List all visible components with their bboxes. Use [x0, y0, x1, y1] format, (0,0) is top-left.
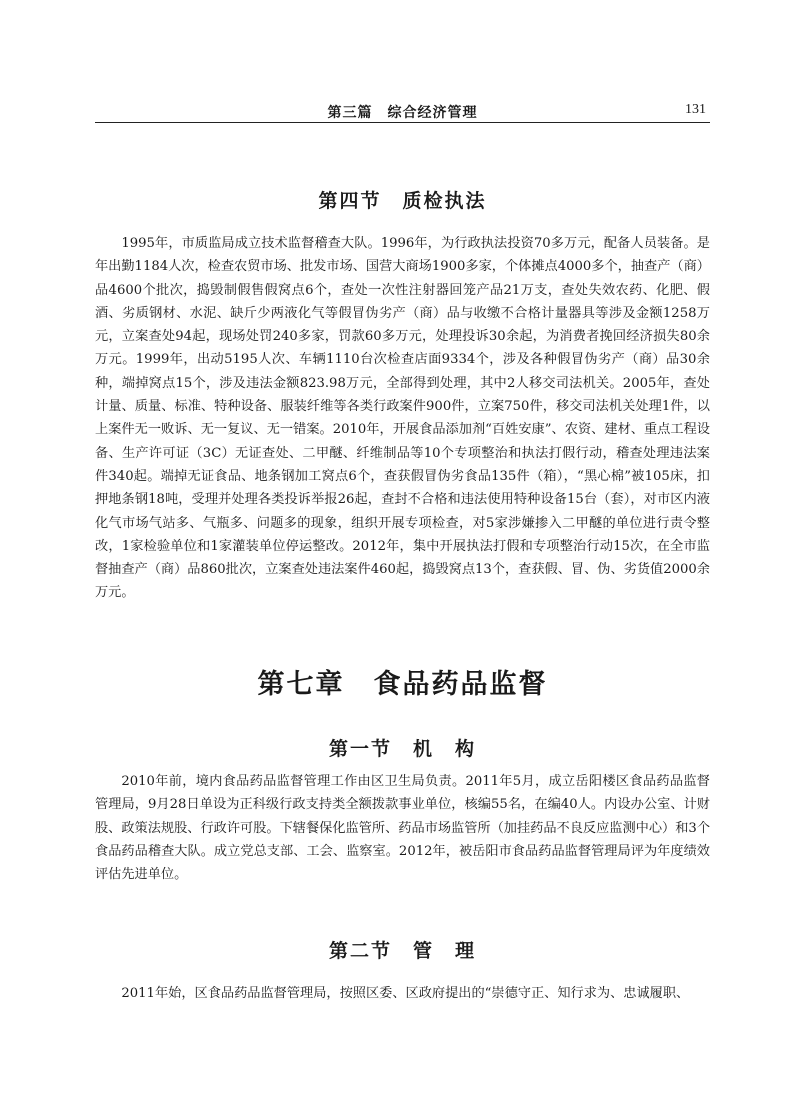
chapter-title: 第七章 食品药品监督 — [257, 669, 548, 700]
page-number: 131 — [685, 102, 706, 117]
paragraph-management: 2011年始，区食品药品监督管理局，按照区委、区政府提出的“崇德守正、知行求为、忠诚履职、 — [121, 986, 690, 1001]
paragraph-quality-inspection: 1995年，市质监局成立技术监督稽查大队。1996年，为行政执法投资70多万元，配备人员装备。是年出勤1184人次，检查农贸市场、批发市场、国营大商场1900多家，个体摊点4000多个，抽查产（商）品4600个批次，捣毁制假售假窝点6个，查处一次性注射器回笼产品21万支，查处失效农药、化肥、假酒、劣质钢材、水泥、缺斤少两液化气等假冒伪劣产（商）品与收缴不合格计量器具等涉及金额1258万元，立案查处94起，现场处罚240多家，罚款60多万元，处理投诉30余起，为消费者挽回经济损失80余万元。1999年，出动5195人次、车辆1110台次检查店面9334个，涉及各种假冒伪劣产（商）品30余种，端掉窝点15个，涉及违法金额823.98万元，全部得到处理，其中2人移交司法机关。2005年，查处计量、质量、标准、特种设备、服装纤维等各类行政案件900件，立案750件，移交司法机关处理1件，以上案件无一败诉、无一复议、无一错案。2010年，开展食品添加剂“百姓安康”、农资、建材、重点工程设备、生产许可证（3C）无证查处、二甲醚、纤维制品等10个专项整治和执法打假行动，稽查处理违法案件340起。端掉无证食品、地条钢加工窝点6个，查获假冒伪劣食品135件（箱），“黑心棉”被105床，扣押地条钢18吨，受理并处理各类投诉举报26起，查封不合格和违法使用特种设备15台（套），对市区内液化气市场气站多、气瓶多、问题多的现象，组织开展专项检查，对5家涉嫌掺入二甲醚的单位进行责令整改，1家检验单位和1家灌装单位停运整改。2012年，集中开展执法打假和专项整治行动15次，在全市监督抽查产（商）品860批次，立案查处违法案件460起，捣毁窝点13个，查获假、冒、伪、劣货值2000余万元。 — [95, 236, 710, 601]
page-header — [95, 100, 710, 123]
section-title-organization: 第一节 机 构 — [328, 738, 476, 760]
running-header-title: 第三篇 综合经济管理 — [327, 105, 478, 121]
section-title-management: 第二节 管 理 — [328, 940, 476, 962]
section-title-quality-inspection: 第四节 质检执法 — [318, 190, 487, 212]
paragraph-organization: 2010年前，境内食品药品监督管理工作由区卫生局负责。2011年5月，成立岳阳楼区食品药品监督管理局，9月28日单设为正科级行政支持类全额拨款事业单位，核编55名，在编40人。内设办公室、计财股、政策法规股、行政许可股。下辖餐保化监管所、药品市场监管所（加挂药品不良反应监测中心）和3个食品药品稽查大队。成立党总支部、工会、监察室。2012年，被岳阳市食品药品监督管理局评为年度绩效评估先进单位。 — [95, 774, 711, 883]
